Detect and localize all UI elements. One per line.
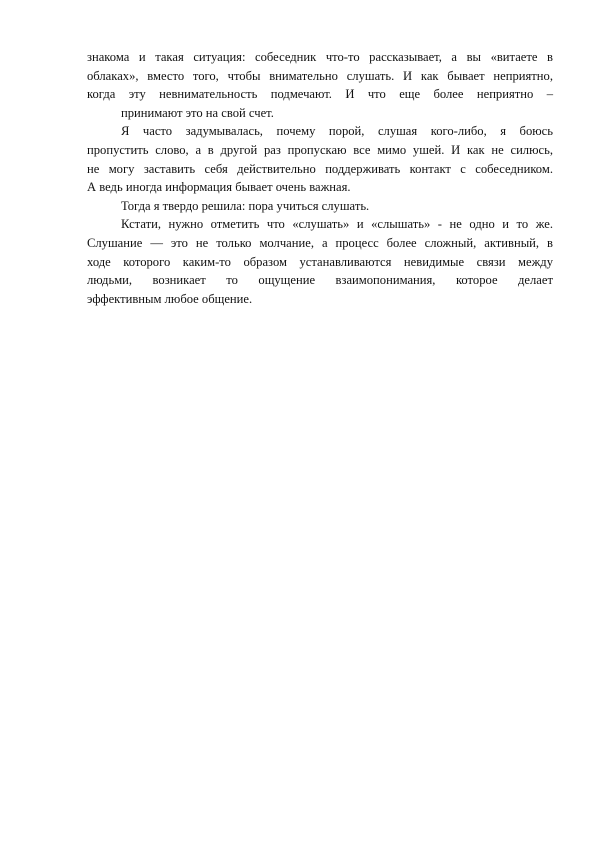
text-line: знакома и такая ситуация: собеседник что-то рассказывает, а вы «витаете в: [87, 50, 553, 64]
text-line: эффективным любое общение.: [87, 291, 253, 306]
text-line: А ведь иногда информация бывает очень важная.: [87, 180, 351, 195]
text-line: пропустить слово, а в другой раз пропускаю все мимо ушей. И как не силюсь,: [87, 142, 553, 157]
text-line: облаках», вместо того, чтобы внимательно слушать. И как бывает неприятно,: [87, 68, 553, 83]
text-line: принимают это на свой счет.: [121, 105, 274, 120]
text-line: Я часто задумывалась, почему порой, слушая кого-либо, я боюсь: [121, 124, 553, 139]
text-line: не могу заставить себя действительно поддерживать контакт с собеседником.: [87, 161, 553, 176]
text-line: людьми, возникает то ощущение взаимопонимания, которое делает: [87, 273, 553, 288]
text-line: Кстати, нужно отметить что «слушать» и «слышать» - не одно и то же.: [121, 217, 553, 232]
text-line: Тогда я твердо решила: пора учиться слушать.: [121, 198, 370, 213]
text-line: ходе которого каким-то образом устанавливаются невидимые связи между: [87, 254, 553, 269]
text-line: Слушание — это не только молчание, а процесс более сложный, активный, в: [87, 235, 553, 250]
text-line: когда эту невнимательность подмечают. И что еще более неприятно –: [87, 87, 553, 102]
document-body-text: [87, 48, 553, 308]
